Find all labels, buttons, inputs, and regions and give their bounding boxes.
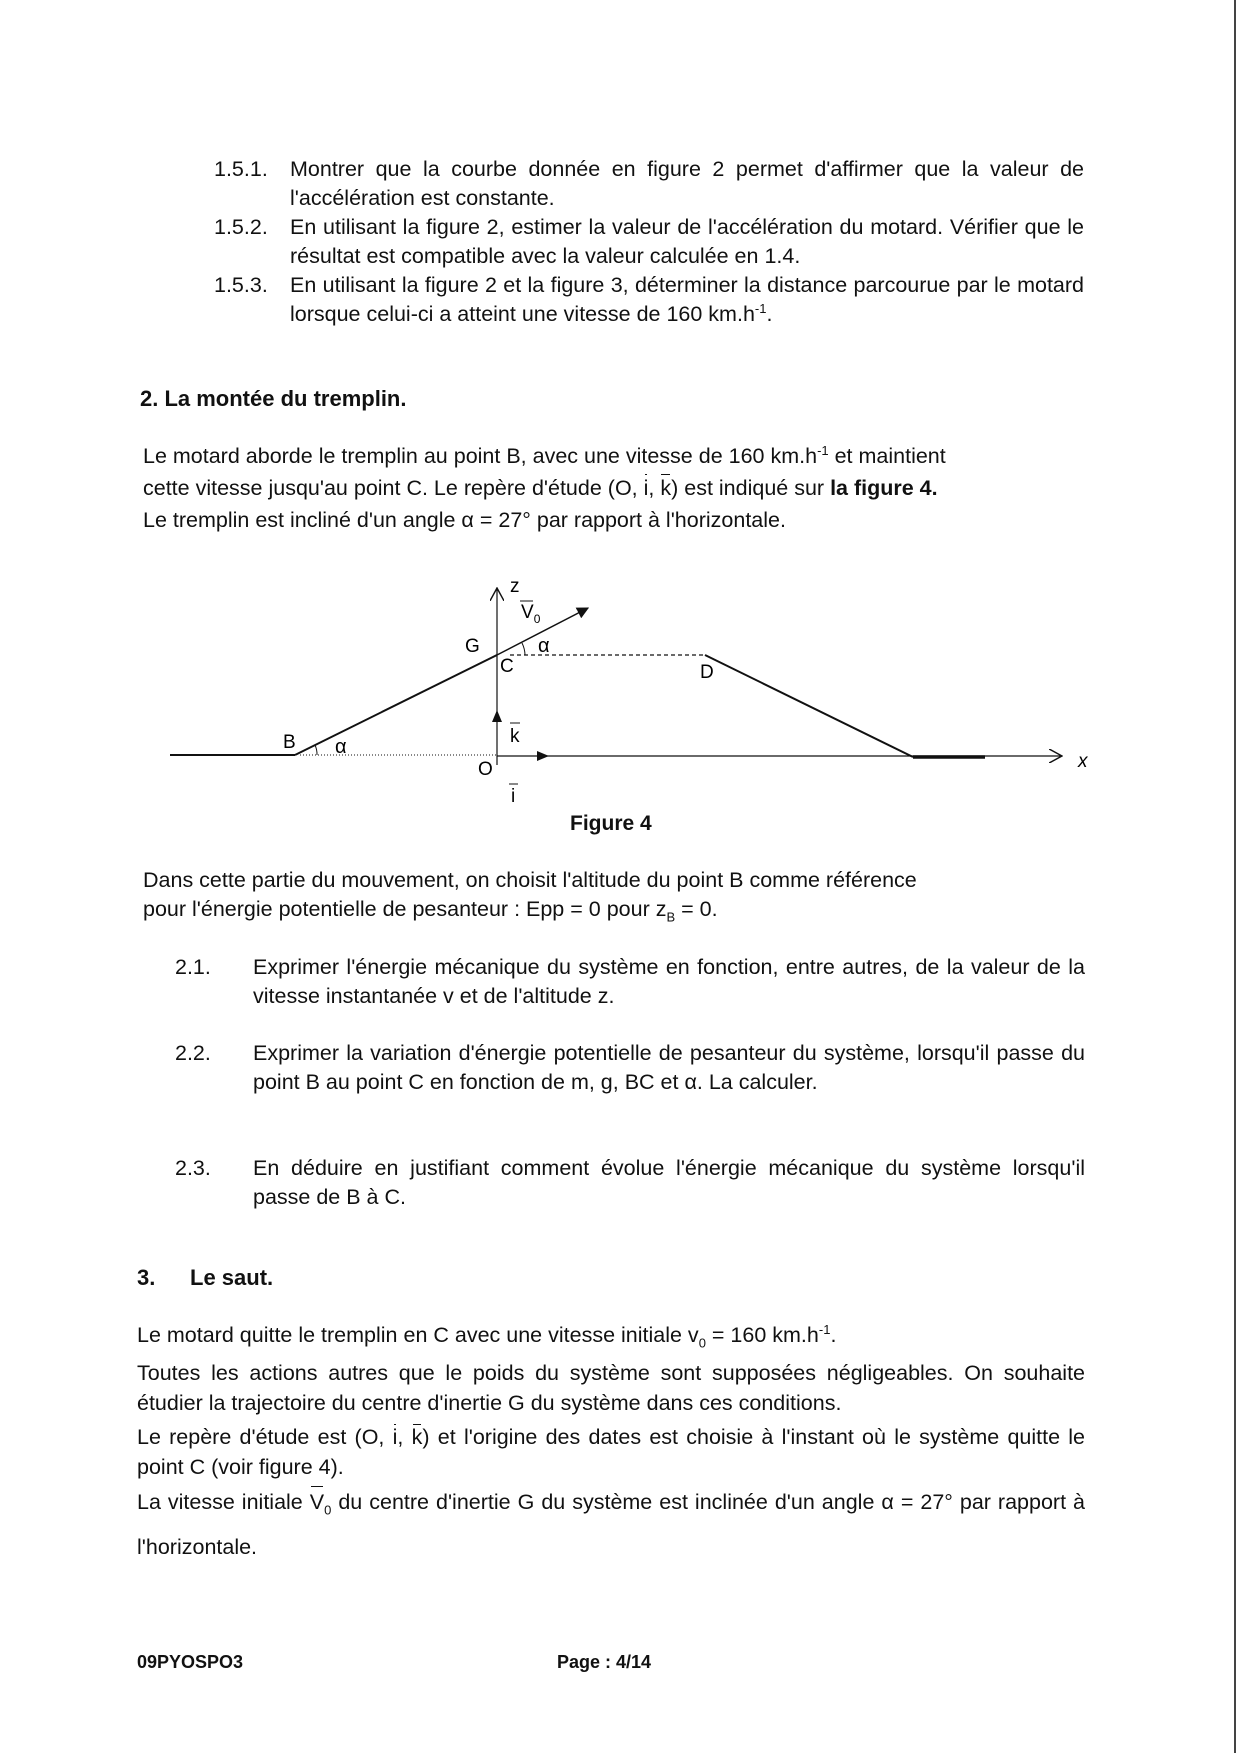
question-text: Exprimer l'énergie mécanique du système en fonction, entre autres, de la valeur de la vitesse instantanée v et de l'altitude z. — [253, 955, 1085, 1008]
question-number: 2.1. — [175, 955, 211, 979]
label-i: i — [511, 786, 516, 807]
label-v0: $V_0$ — [521, 602, 541, 626]
question-number: 1.5.3. — [214, 273, 268, 297]
landing-ramp-line — [705, 655, 913, 757]
section-2-title: 2. La montée du tremplin. — [140, 386, 407, 411]
question-text: En utilisant la figure 2 et la figure 3, déterminer la distance parcourue par le motard lorsque celui-ci a atteint une vitesse de 160 $km.h^{-1}$. — [290, 273, 1084, 326]
unit-vector-i-arrow — [537, 751, 549, 761]
energy-reference-paragraph: Dans cette partie du mouvement, on choisit l'altitude du point B comme référence pour l'énergie potentielle de pesanteur : Epp = 0 pour $z_B = 0$. — [143, 868, 917, 925]
question-text: Exprimer la variation d'énergie potentielle de pesanteur du système, lorsqu'il passe du point B au point C en fonction de m, g, BC et α. La calculer. — [253, 1041, 1085, 1094]
angle-arc-c — [522, 643, 525, 655]
vector-i: i — [393, 1422, 398, 1452]
label-g: G — [465, 636, 480, 657]
label-x: x — [1078, 751, 1088, 772]
question-1-5-1 — [214, 155, 1084, 213]
section-2-intro: Le motard aborde le tremplin au point B, avec une vitesse de 160 $km.h^{-1}$ et maintient cette vitesse jusqu'au point C. Le repère d'étude (O, i, k) est indiqué sur la figure 4. Le tremplin est incliné d'un angle α = 27° par rapport à l'horizontale. — [143, 442, 946, 532]
vector-k: k — [660, 472, 671, 504]
angle-arc-b — [315, 745, 317, 755]
page-right-border — [1234, 0, 1236, 1753]
label-d: D — [700, 662, 714, 683]
unit-vector-k-arrow — [492, 710, 502, 722]
label-z: z — [510, 576, 520, 597]
question-number: 1.5.2. — [214, 215, 268, 239]
question-number: 1.5.1. — [214, 157, 268, 181]
question-2-3 — [175, 1154, 1085, 1212]
footer-page-number: Page : 4/14 — [557, 1652, 652, 1672]
question-2-1 — [175, 953, 1085, 1011]
ramp-line — [295, 655, 497, 755]
label-k: k — [510, 726, 520, 747]
figure-4-caption: Figure 4 — [570, 812, 652, 835]
question-2-2 — [175, 1039, 1085, 1097]
label-alpha-top: α — [538, 635, 550, 657]
section-3-title: Le saut. — [190, 1265, 274, 1290]
question-number: 2.3. — [175, 1156, 211, 1180]
question-1-5-3 — [214, 271, 1084, 329]
label-b: B — [283, 732, 296, 753]
section-3-body: Le motard quitte le tremplin en C avec une vitesse initiale $v_0 = 160$ $km.h^{-1}$. Toutes les actions autres que le poids du système sont supposées négligeables. On souhaite étudier la trajectoire du centre d'inertie G du système dans ces conditions. Le repère d'étude est (O, i, k) et l'origine des dates est choisie à l'instant où le système quitte le point C (voir figure 4). La vitesse initiale $V_0$ du centre d'inertie G du système est inclinée d'un angle α = 27° par rapport à l'horizontale. — [137, 1321, 1086, 1559]
question-number: 2.2. — [175, 1041, 211, 1065]
label-alpha-bottom: α — [335, 736, 347, 758]
question-1-5-2 — [214, 213, 1084, 271]
label-o: O — [478, 759, 493, 780]
figure-4-diagram — [0, 570, 1120, 850]
vector-k: k — [412, 1422, 423, 1452]
section-3-number: 3. — [137, 1265, 156, 1290]
vector-v0: V — [310, 1484, 324, 1520]
footer-code: 09PYOSPO3 — [137, 1652, 244, 1672]
vector-i: i — [644, 472, 649, 504]
question-text: En déduire en justifiant comment évolue l'énergie mécanique du système lorsqu'il passe de B à C. — [253, 1156, 1085, 1209]
question-text: En utilisant la figure 2, estimer la valeur de l'accélération du motard. Vérifier que le résultat est compatible avec la valeur calculée en 1.4. — [290, 215, 1084, 268]
question-text: Montrer que la courbe donnée en figure 2 permet d'affirmer que la valeur de l'accélération est constante. — [290, 157, 1084, 210]
label-c: C — [500, 656, 514, 677]
